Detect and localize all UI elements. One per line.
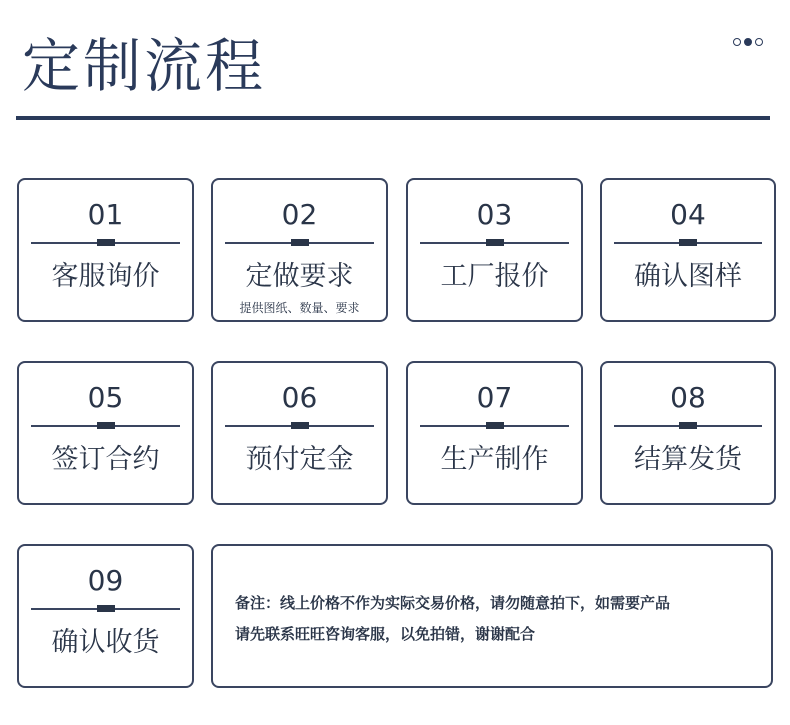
step-number: 09: [87, 564, 124, 597]
step-label: 生产制作: [440, 444, 549, 475]
step-card-08: [600, 361, 776, 505]
carousel-dots[interactable]: [733, 36, 763, 48]
step-card-07: [406, 361, 583, 505]
step-number: 06: [281, 381, 318, 414]
step-card-09: [17, 544, 194, 688]
step-divider-marker: [97, 422, 115, 429]
step-label: 客服询价: [51, 261, 160, 292]
step-divider-marker: [291, 239, 309, 246]
step-card-01: [17, 178, 194, 322]
step-divider-marker: [679, 239, 697, 246]
step-card-04: [600, 178, 776, 322]
step-number: 02: [281, 198, 318, 231]
step-number: 05: [87, 381, 124, 414]
step-number: 03: [476, 198, 513, 231]
step-label: 工厂报价: [440, 261, 549, 292]
step-label: 确认图样: [634, 261, 742, 292]
step-card-02: [211, 178, 388, 322]
step-label: 结算发货: [634, 444, 742, 475]
note-line-1: 备注：线上价格不作为实际交易价格，请勿随意拍下，如需要产品: [235, 594, 671, 612]
step-card-03: [406, 178, 583, 322]
step-label: 定做要求: [245, 261, 354, 292]
step-divider-marker: [679, 422, 697, 429]
step-divider-marker: [97, 239, 115, 246]
step-sublabel: 提供图纸、数量、要求: [239, 301, 360, 315]
step-divider-marker: [291, 422, 309, 429]
step-label: 签订合约: [51, 444, 160, 475]
step-card-05: [17, 361, 194, 505]
step-number: 07: [476, 381, 513, 414]
note-text: [235, 588, 765, 650]
step-card-06: [211, 361, 388, 505]
carousel-dot[interactable]: [733, 38, 741, 46]
carousel-dot[interactable]: [755, 38, 763, 46]
step-number: 08: [670, 381, 706, 414]
carousel-dot-active[interactable]: [744, 38, 752, 46]
note-line-2: 请先联系旺旺咨询客服，以免拍错，谢谢配合: [235, 625, 536, 643]
step-number: 04: [670, 198, 706, 231]
step-label: 预付定金: [245, 444, 354, 475]
step-label: 确认收货: [51, 627, 160, 658]
title-divider: [16, 116, 770, 120]
step-divider-marker: [486, 239, 504, 246]
step-divider-marker: [486, 422, 504, 429]
note-card: [211, 544, 773, 688]
page-title: 定制流程: [22, 32, 267, 100]
step-divider-marker: [97, 605, 115, 612]
step-number: 01: [87, 198, 124, 231]
